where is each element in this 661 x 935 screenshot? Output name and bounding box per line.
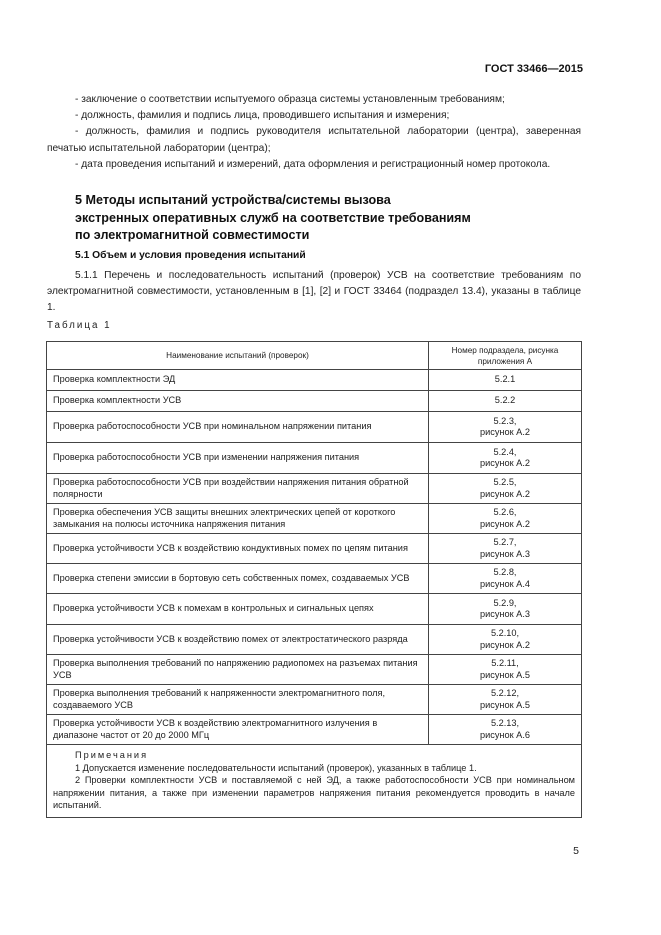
- test-name: Проверка устойчивости УСВ к помехам в контрольных и сигнальных цепях: [47, 594, 429, 625]
- intro-list: [47, 92, 581, 173]
- test-figure-line: рисунок А.5: [480, 669, 530, 680]
- test-figure-line: рисунок А.4: [480, 578, 530, 589]
- intro-item: - заключение о соответствии испытуемого образца системы установленным требованиям;: [75, 94, 505, 105]
- table-caption: Таблица 1: [47, 320, 112, 331]
- paragraph-5-1-1: 5.1.1 Перечень и последовательность испытаний (проверок) УСВ на соответствие требованиям по электромагнитной совместимости, установленным в [1], [2] и ГОСТ 33464 (подраздел 13.4), указаны в таблице 1.: [47, 270, 581, 313]
- test-number: [429, 534, 582, 564]
- table-row: [47, 504, 582, 534]
- test-number: [429, 655, 582, 685]
- test-name: Проверка устойчивости УСВ к воздействию кондуктивных помех по цепям питания: [47, 534, 429, 564]
- section-title-line: по электромагнитной совместимости: [75, 228, 310, 242]
- table-row: [47, 412, 582, 443]
- table-notes: [47, 745, 582, 818]
- section-title-line: 5 Методы испытаний устройства/системы вызова: [75, 193, 391, 207]
- table-row: [47, 391, 582, 412]
- table-row: [47, 474, 582, 504]
- table-row: [47, 534, 582, 564]
- header-col-number: [429, 342, 582, 370]
- test-number-line: 5.2.11,: [491, 658, 519, 669]
- test-figure-line: рисунок А.6: [480, 729, 530, 740]
- test-name: Проверка степени эмиссии в бортовую сеть собственных помех, создаваемых УСВ: [47, 564, 429, 594]
- test-number-line: 5.2.8,: [493, 567, 517, 578]
- header-col-number-line: приложения А: [477, 356, 533, 366]
- test-name: Проверка комплектности УСВ: [47, 391, 429, 412]
- test-number: [429, 370, 582, 391]
- test-number: [429, 443, 582, 474]
- test-number-line: 5.2.1: [494, 374, 516, 385]
- test-name: Проверка работоспособности УСВ при воздействии напряжения питания обратной полярности: [47, 474, 429, 504]
- test-number: [429, 564, 582, 594]
- section-title: [75, 192, 535, 245]
- test-number-line: 5.2.6,: [493, 507, 517, 518]
- test-name: Проверка работоспособности УСВ при изменении напряжения питания: [47, 443, 429, 474]
- section-title-line: экстренных оперативных служб на соответствие требованиям: [75, 210, 471, 225]
- note-item: 2 Проверки комплектности УСВ и поставляемой с ней ЭД, а также работоспособности УСВ при номинальном напряжении питания, а также при изменении параметров напряжения питания рекомендуется проводить в начале испытаний.: [53, 775, 575, 810]
- test-figure-line: рисунок А.2: [480, 488, 530, 499]
- test-number: [429, 715, 582, 745]
- test-number-line: 5.2.12,: [490, 688, 520, 699]
- test-figure-line: рисунок А.3: [480, 609, 530, 619]
- test-number-line: 5.2.13,: [490, 718, 520, 729]
- test-number: [429, 504, 582, 534]
- test-name: Проверка выполнения требований по напряжению радиопомех на разъемах питания УСВ: [47, 655, 429, 685]
- table-row: [47, 594, 582, 625]
- test-figure-line: рисунок А.2: [480, 639, 530, 650]
- intro-item: - должность, фамилия и подпись лица, проводившего испытания и измерения;: [75, 110, 450, 122]
- standard-header: ГОСТ 33466—2015: [484, 63, 583, 75]
- test-number: [429, 391, 582, 412]
- test-name: Проверка работоспособности УСВ при номинальном напряжении питания: [47, 412, 429, 443]
- table-notes-row: [47, 745, 582, 818]
- test-figure-line: рисунок А.2: [480, 518, 530, 529]
- test-number: [429, 594, 582, 625]
- notes-heading: Примечания: [75, 750, 149, 760]
- header-col-name: Наименование испытаний (проверок): [47, 342, 429, 370]
- test-name: Проверка обеспечения УСВ защиты внешних электрических цепей от короткого замыкания на полюсы источника напряжения питания: [47, 504, 429, 534]
- test-figure-line: рисунок А.5: [480, 699, 530, 710]
- page-number: 5: [573, 845, 579, 857]
- test-number: [429, 625, 582, 655]
- test-name: Проверка устойчивости УСВ к воздействию помех от электростатического разряда: [47, 625, 429, 655]
- table-row: [47, 625, 582, 655]
- test-number: [429, 685, 582, 715]
- subsection-title: 5.1 Объем и условия проведения испытаний: [75, 250, 306, 261]
- test-number-line: 5.2.2: [494, 395, 516, 406]
- test-number-line: 5.2.4,: [493, 446, 517, 457]
- test-number-line: 5.2.10,: [490, 628, 520, 639]
- intro-item: - дата проведения испытаний и измерений, дата оформления и регистрационный номер протокола.: [75, 158, 551, 170]
- test-number: [429, 474, 582, 504]
- table-row: [47, 564, 582, 594]
- test-number-line: 5.2.3,: [493, 415, 517, 426]
- test-name: Проверка выполнения требований к напряженности электромагнитного поля, создаваемого УСВ: [47, 685, 429, 715]
- test-number-line: 5.2.9,: [493, 597, 517, 608]
- test-figure-line: рисунок А.2: [480, 427, 530, 437]
- tests-table: [46, 341, 582, 818]
- test-figure-line: рисунок А.2: [480, 458, 530, 468]
- table-row: [47, 370, 582, 391]
- test-name: Проверка комплектности ЭД: [47, 370, 429, 391]
- table-row: [47, 655, 582, 685]
- table-row: [47, 715, 582, 745]
- test-number: [429, 412, 582, 443]
- test-figure-line: рисунок А.3: [480, 548, 530, 559]
- note-item: 1 Допускается изменение последовательности испытаний (проверок), указанных в таблице 1.: [75, 762, 477, 773]
- test-number-line: 5.2.7,: [493, 537, 517, 548]
- table-row: [47, 685, 582, 715]
- intro-item: - должность, фамилия и подпись руководителя испытательной лаборатории (центра), заверенная печатью испытательной лаборатории (центра);: [47, 126, 581, 154]
- header-col-number-line: Номер подраздела, рисунка: [451, 345, 559, 355]
- test-name: Проверка устойчивости УСВ к воздействию электромагнитного излучения в диапазоне частот от 20 до 2000 МГц: [47, 715, 429, 745]
- table-row: [47, 443, 582, 474]
- test-number-line: 5.2.5,: [493, 477, 517, 488]
